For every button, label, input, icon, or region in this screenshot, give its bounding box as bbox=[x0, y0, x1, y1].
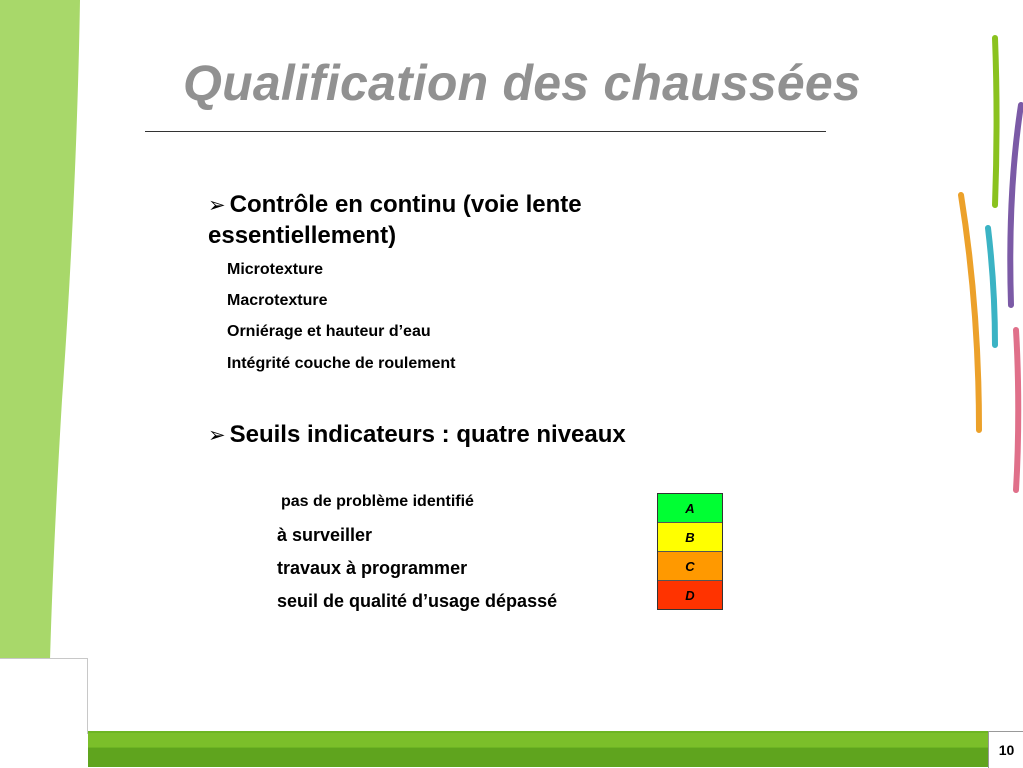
title-divider bbox=[145, 131, 826, 132]
level-cell-a: A bbox=[658, 494, 722, 523]
level-cell-c: C bbox=[658, 552, 722, 581]
level-label-c: travaux à programmer bbox=[277, 558, 468, 578]
level-cell-b: B bbox=[658, 523, 722, 552]
list-item: Orniérage et hauteur d’eau bbox=[227, 323, 431, 340]
section1-heading bbox=[208, 190, 678, 251]
level-label-a: pas de problème identifié bbox=[281, 493, 474, 510]
footer-bar-light bbox=[88, 733, 988, 747]
section2-heading-text: Seuils indicateurs : quatre niveaux bbox=[229, 421, 626, 448]
level-cell-d: D bbox=[658, 581, 722, 609]
arrowhead-bullet-icon: ➢ bbox=[208, 424, 226, 447]
decorative-strokes bbox=[943, 30, 1023, 500]
left-decorative-band bbox=[0, 0, 100, 660]
footer-bar-dark bbox=[88, 748, 988, 767]
page-number: 10 bbox=[988, 731, 1023, 768]
level-color-table bbox=[657, 493, 723, 610]
list-item: Microtexture bbox=[227, 261, 324, 278]
list-item: Macrotexture bbox=[227, 292, 328, 309]
deco-stroke-green bbox=[995, 38, 997, 205]
level-label-d: seuil de qualité d’usage dépassé bbox=[277, 591, 558, 611]
deco-stroke-purple bbox=[1010, 105, 1021, 305]
level-label-b: à surveiller bbox=[277, 525, 373, 545]
section2-heading bbox=[208, 420, 626, 451]
page-title: Qualification des chaussées bbox=[183, 55, 861, 111]
corner-box bbox=[0, 658, 88, 734]
deco-stroke-orange bbox=[961, 195, 979, 430]
list-item: Intégrité couche de roulement bbox=[227, 355, 456, 372]
deco-stroke-teal bbox=[988, 228, 995, 345]
deco-stroke-pink bbox=[1016, 330, 1018, 490]
arrowhead-bullet-icon: ➢ bbox=[208, 194, 226, 217]
section1-heading-text: Contrôle en continu (voie lente essentiellement) bbox=[208, 191, 582, 249]
